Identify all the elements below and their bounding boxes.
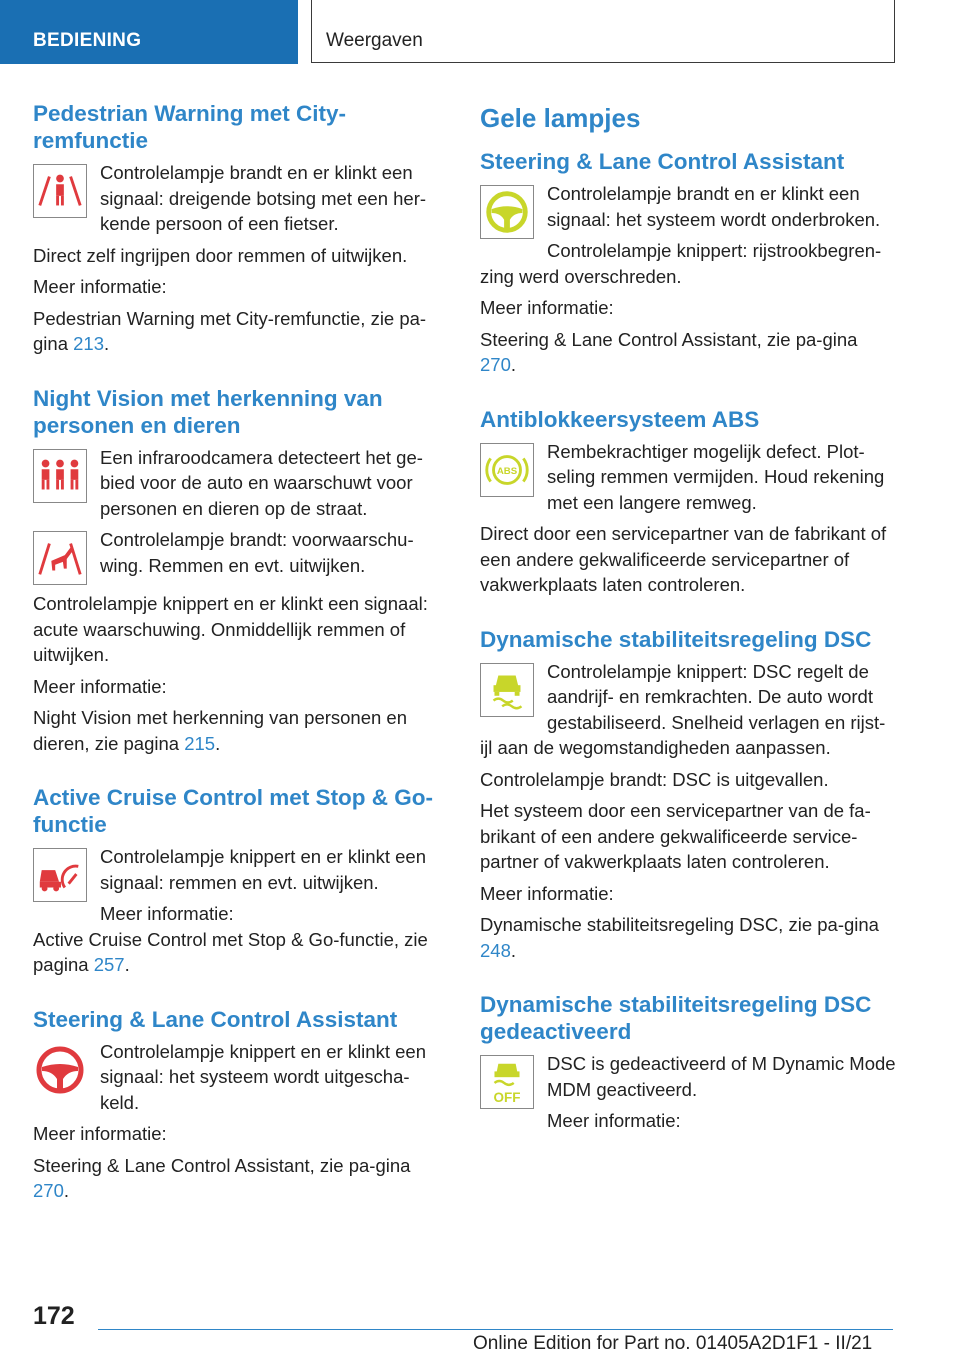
heading-steering-lane-control-yellow: Steering & Lane Control Assistant [480, 149, 845, 174]
lamp-text: Controlelampje brandt: voorwaarschu-wing. Remmen en evt. uitwijken. [100, 529, 414, 576]
heading-yellow-lamps: Gele lampjes [480, 103, 641, 133]
lamp-text: Controlelampje knippert: DSC regelt de aandrijf- en remkrachten. De auto wordt gestabiliseerd. Snelheid verlagen en rijst- [547, 660, 886, 733]
persons-animals-icon [33, 449, 87, 503]
heading-dsc-off: Dynamische stabiliteitsregeling DSC gedeactiveerd [480, 992, 872, 1044]
page-link[interactable]: 213 [73, 333, 104, 354]
lamp-active-cruise-control [33, 844, 443, 927]
lamp-pedestrian-warning [33, 160, 443, 237]
more-info-label: Meer informatie: [480, 297, 614, 318]
paragraph: Controlelampje brandt: DSC is uitgevallen. [480, 768, 829, 790]
lamp-steering-lane-control-red [33, 1039, 443, 1116]
dsc-off-icon [480, 1055, 534, 1109]
page-link[interactable]: 270 [480, 354, 511, 375]
reference: Active Cruise Control met Stop & Go-functie, zie pagina 257. [33, 928, 428, 975]
dsc-off-icon-label: OFF [493, 1090, 521, 1106]
heading-dsc: Dynamische stabiliteitsregeling DSC [480, 626, 872, 652]
lamp-night-vision-prewarning [33, 527, 443, 585]
heading-night-vision: Night Vision met herkenning van personen en dieren [33, 385, 383, 438]
section-title: BEDIENING [33, 30, 142, 51]
lamp-text: Controlelampje knippert en er klinkt een signaal: het systeem wordt uitgescha-keld. [100, 1040, 426, 1113]
lamp-night-vision-info [33, 445, 443, 522]
more-info-label: Meer informatie: [33, 276, 167, 297]
right-column [480, 100, 898, 1134]
reference-text: Night Vision met herkenning van personen en dieren, zie pagina [33, 707, 408, 754]
steering-wheel-yellow-icon [480, 185, 534, 239]
left-column [33, 100, 443, 1204]
subsection-title: Weergaven [326, 30, 423, 51]
more-info-label: Meer informatie: [100, 903, 234, 924]
lamp-dsc-off [480, 1051, 898, 1134]
abs-icon-label: ABS [496, 465, 518, 477]
page-link[interactable]: 257 [93, 954, 125, 975]
lamp-text: Controlelampje brandt en er klinkt een signaal: dreigende botsing met een her-kende persoon of een fietser. [100, 162, 427, 234]
paragraph: Het systeem door een servicepartner van de fa-brikant of een andere gekwalificeerde service-partner of vakwerkplaats laten controleren. [480, 800, 871, 872]
lamp-text: DSC is gedeactiveerd of M Dynamic Mode MDM geactiveerd. [547, 1053, 896, 1100]
reference-text: Active Cruise Control met Stop & Go-functie, zie pagina [33, 928, 428, 975]
paragraph: ijl aan de wegomstandigheden aanpassen. [480, 737, 831, 758]
lamp-abs [480, 439, 898, 516]
lamp-text: Rembekrachtiger mogelijk defect. Plot-seling remmen vermijden. Houd rekening met een langere remweg. [547, 440, 885, 513]
lamp-text-2: Controlelampje knippert: rijstrookbegren- [547, 240, 882, 261]
heading-abs: Antiblokkeersysteem ABS [480, 406, 760, 432]
paragraph: Controlelampje knippert en er klinkt een signaal: acute waarschuwing. Onmiddellijk remmen of uitwijken. [33, 593, 428, 665]
page-link[interactable]: 215 [184, 732, 216, 754]
paragraph: Direct door een servicepartner van de fabrikant of een andere gekwalificeerde servicepartner of vakwerkplaats laten controleren. [480, 523, 887, 595]
reference-text: Pedestrian Warning met City-remfunctie, zie pa-gina [33, 307, 427, 354]
reference-text: Steering & Lane Control Assistant, zie pa-gina [480, 328, 858, 350]
pedestrian-warning-icon [33, 164, 87, 218]
heading-active-cruise-control: Active Cruise Control met Stop & Go-functie [33, 785, 434, 837]
dsc-icon [480, 663, 534, 717]
reference: Dynamische stabiliteitsregeling DSC, zie pa-gina 248. [480, 914, 879, 961]
reference: Night Vision met herkenning van personen en dieren, zie pagina 215. [33, 707, 408, 754]
steering-wheel-red-icon [33, 1043, 87, 1097]
paragraph: zing werd overschreden. [480, 265, 682, 287]
more-info-label: Meer informatie: [33, 675, 167, 697]
reference-text: Dynamische stabiliteitsregeling DSC, zie pa-gina [480, 914, 879, 935]
lamp-text: Controlelampje brandt en er klinkt een signaal: het systeem wordt onderbroken. [547, 183, 881, 230]
page-number: 172 [33, 1302, 75, 1330]
more-info-label: Meer informatie: [547, 1110, 681, 1131]
page-link[interactable]: 248 [480, 939, 511, 961]
reference-text: Steering & Lane Control Assistant, zie pa-gina [33, 1154, 411, 1176]
lamp-steering-lane-control-yellow [480, 181, 898, 264]
more-info-label: Meer informatie: [33, 1123, 167, 1144]
deer-warning-icon [33, 531, 87, 585]
heading-steering-lane-control: Steering & Lane Control Assistant [33, 1006, 398, 1032]
edition-text: Online Edition for Part no. 01405A2D1F1 - II/21 [473, 1333, 873, 1354]
cruise-control-warning-icon [33, 848, 87, 902]
more-info-label: Meer informatie: [480, 882, 614, 904]
section-tab [0, 0, 298, 64]
reference: Steering & Lane Control Assistant, zie pa-gina 270. [33, 1154, 411, 1201]
page-link[interactable]: 270 [33, 1180, 64, 1201]
lamp-dsc [480, 659, 898, 736]
paragraph: Direct zelf ingrijpen door remmen of uitwijken. [33, 244, 408, 266]
lamp-text: Een infraroodcamera detecteert het ge-bied voor de auto en waarschuwt voor personen en dieren op de straat. [100, 446, 423, 519]
reference: Steering & Lane Control Assistant, zie pa-gina 270. [480, 328, 858, 375]
abs-icon [480, 443, 534, 497]
lamp-text: Controlelampje knippert en er klinkt een signaal: remmen en evt. uitwijken. [100, 846, 426, 893]
heading-pedestrian-warning: Pedestrian Warning met City-remfunctie [33, 101, 346, 153]
subsection-box [311, 0, 895, 63]
reference: Pedestrian Warning met City-remfunctie, zie pa-gina 213. [33, 307, 427, 354]
footer-divider [98, 1329, 893, 1330]
